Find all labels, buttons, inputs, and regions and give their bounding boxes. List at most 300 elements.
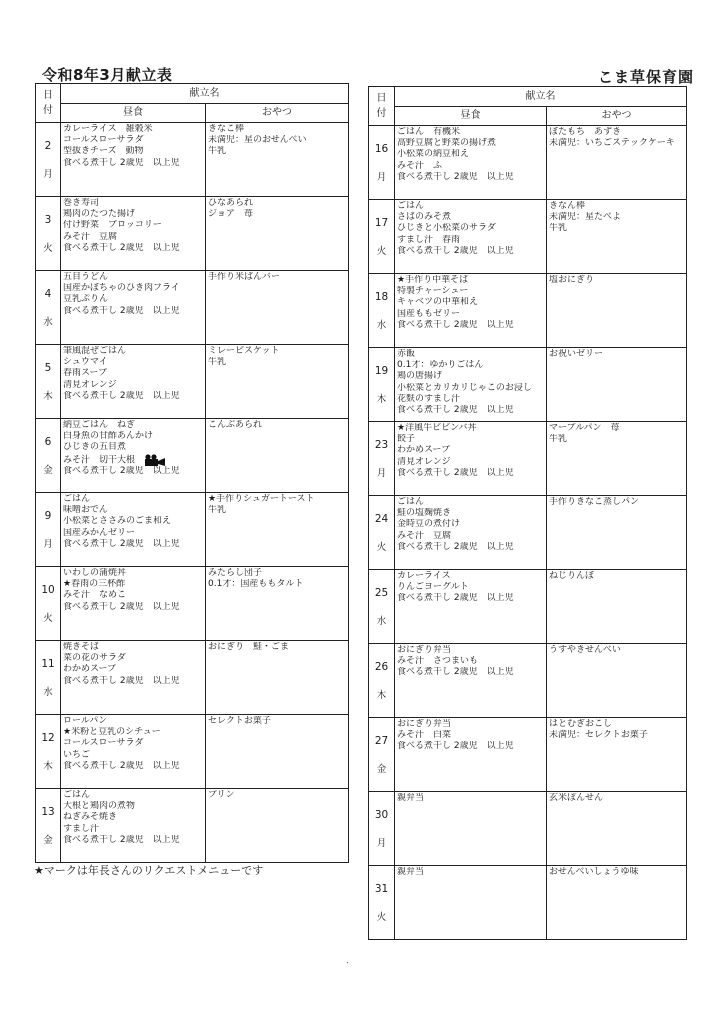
snack-item: ひなあられ — [208, 198, 254, 208]
day-number: 18 — [374, 290, 389, 303]
lunch-cell — [395, 718, 547, 792]
snack-item: おにぎり 鮭・ごま — [208, 642, 290, 652]
lunch-item-text: 食べる煮干し 2歳児 以上児 — [63, 305, 180, 316]
lunch-item — [397, 349, 544, 360]
lunch-item-text: わかめスープ — [397, 445, 451, 456]
day-header-char: 付 — [43, 105, 53, 116]
day-number: 6 — [44, 435, 52, 448]
menu-day-row — [369, 348, 687, 422]
snack-item: プリン — [208, 790, 235, 800]
lunch-cell — [395, 570, 547, 644]
snack-item: きなこ棒 — [208, 124, 245, 134]
day-cell — [369, 422, 395, 496]
snack-item: 0.1才：国産ももタルト — [208, 579, 304, 590]
weekday: 木 — [43, 760, 53, 772]
lunch-cell — [395, 348, 547, 422]
lunch-item-text: 食べる煮干し 2歳児 以上児 — [63, 157, 180, 168]
snack-cell — [547, 644, 687, 718]
lunch-item — [63, 431, 203, 442]
lunch-item-text: 食べる煮干し 2歳児 以上児 — [397, 245, 514, 256]
snack-cell — [547, 570, 687, 644]
lunch-item — [397, 667, 544, 678]
lunch-item-text: みそ汁 なめこ — [63, 590, 127, 601]
weekday: 月 — [376, 467, 387, 479]
day-cell — [369, 644, 395, 718]
lunch-item — [63, 158, 203, 169]
lunch-item — [397, 867, 544, 878]
lunch-item-text: ★春雨の三杯酢 — [63, 579, 126, 590]
snack-cell — [547, 422, 687, 496]
day-number: 19 — [374, 364, 389, 377]
weekday: 水 — [376, 615, 387, 627]
lunch-item-text: 食べる煮干し 2歳児 以上児 — [63, 538, 180, 549]
lunch-item-text: みそ汁 切干大根 — [63, 455, 136, 466]
weekday: 月 — [376, 171, 387, 183]
lunch-item — [397, 320, 544, 331]
lunch-item-text: 高野豆腐と野菜の揚げ煮 — [397, 138, 497, 149]
lunch-item-text: 鶏の唐揚げ — [397, 371, 443, 382]
lunch-cell — [61, 567, 206, 641]
lunch-item — [397, 445, 544, 456]
snack-item: ジョア 苺 — [208, 209, 253, 220]
lunch-item-text: 小松菜の納豆和え — [397, 149, 470, 160]
lunch-item-text: 食べる煮干し 2歳児 以上児 — [397, 319, 514, 330]
lunch-cell — [61, 345, 206, 419]
lunch-item-text: 食べる煮干し 2歳児 以上児 — [397, 171, 514, 182]
lunch-item-text: ごはん — [397, 201, 425, 211]
lunch-item-text: 親弁当 — [397, 867, 425, 877]
snack-item: 未満児：星たべよ — [549, 212, 622, 223]
snack-item: ★手作りシュガートースト — [208, 494, 315, 504]
lunch-item — [63, 124, 203, 135]
snack-item: 塩おにぎり — [549, 275, 595, 285]
lunch-item — [63, 812, 203, 823]
day-number: 10 — [41, 583, 55, 596]
lunch-item-text: 型抜きチーズ 動物 — [63, 146, 144, 157]
lunch-item — [63, 801, 203, 812]
weekday: 月 — [43, 168, 53, 180]
lunch-item — [63, 294, 203, 305]
weekday: 火 — [376, 245, 387, 257]
page-title: 令和8年3月献立表 — [42, 66, 173, 84]
day-number: 3 — [44, 213, 52, 226]
lunch-item-text: コールスローサラダ — [63, 135, 144, 146]
lunch-item — [397, 360, 544, 371]
day-column-header — [36, 84, 61, 123]
lunch-item-text: カレーライス 雑穀米 — [63, 124, 153, 134]
day-cell — [36, 715, 61, 789]
lunch-item — [397, 531, 544, 542]
lunch-item-text: おにぎり弁当 — [397, 719, 452, 729]
day-cell — [369, 866, 395, 940]
lunch-item — [397, 405, 544, 416]
weekday: 金 — [43, 834, 53, 846]
lunch-cell — [61, 493, 206, 567]
lunch-item-text: 食べる煮干し 2歳児 以上児 — [397, 741, 514, 752]
snack-item: 牛乳 — [208, 505, 227, 516]
lunch-item — [63, 494, 203, 505]
menu-day-row — [369, 866, 687, 940]
lunch-item — [63, 653, 203, 664]
lunch-item-text: ひじきと小松菜のサラダ — [397, 223, 496, 234]
snack-item: 手作り米ぱんバー — [208, 272, 281, 282]
day-number: 25 — [374, 586, 389, 599]
menu-table-left — [35, 83, 349, 863]
snack-cell — [206, 271, 349, 345]
lunch-item-text: 食べる煮干し 2歳児 以上児 — [63, 242, 180, 253]
lunch-item-text: 小松菜とカリカリじゃこのお浸し — [397, 382, 532, 393]
lunch-item — [63, 243, 203, 254]
day-number: 4 — [44, 287, 52, 300]
menu-day-row — [36, 715, 349, 789]
lunch-item-text: みそ汁 白菜 — [397, 730, 452, 741]
lunch-item-text: 食べる煮干し 2歳児 以上児 — [397, 541, 514, 552]
lunch-item-text: 豆乳ぷりん — [63, 294, 109, 305]
snack-item: こんぶあられ — [208, 420, 263, 430]
lunch-item — [63, 505, 203, 516]
snack-item: うすやきせんべい — [549, 645, 621, 655]
lunch-item-text: 食べる煮干し 2歳児 以上児 — [63, 390, 180, 401]
menu-day-row — [36, 419, 349, 493]
lunch-item-text: 付け野菜 ブロッコリー — [63, 220, 162, 231]
lunch-item-text: 食べる煮干し 2歳児 以上児 — [63, 675, 180, 686]
snack-cell — [547, 718, 687, 792]
lunch-item — [63, 516, 203, 527]
snack-cell — [206, 197, 349, 271]
lunch-item-text: いわしの蒲焼丼 — [63, 568, 127, 578]
lunch-item — [397, 371, 544, 382]
lunch-item — [397, 297, 544, 308]
nursery-name: こま草保育園 — [597, 68, 694, 86]
day-number: 17 — [374, 216, 389, 229]
lunch-item — [63, 146, 203, 157]
weekday: 水 — [43, 686, 53, 698]
lunch-item-text: 特製チャーシュー — [397, 286, 469, 297]
lunch-item — [63, 579, 203, 590]
lunch-header: 昼食 — [395, 107, 547, 126]
lunch-item — [397, 201, 544, 212]
day-number: 31 — [374, 882, 389, 895]
lunch-item-text: 鶏肉のたつた揚げ — [63, 209, 136, 220]
lunch-item-text: ごはん — [63, 790, 91, 800]
lunch-item — [63, 750, 203, 761]
lunch-item — [397, 741, 544, 752]
day-header-char: 日 — [376, 93, 387, 104]
snack-item: マーブルパン 苺 — [549, 423, 620, 433]
weekday: 火 — [376, 911, 387, 923]
day-cell — [36, 271, 61, 345]
lunch-item-text: 国産ももゼリー — [397, 308, 461, 319]
lunch-item — [63, 220, 203, 231]
weekday: 火 — [43, 242, 53, 254]
lunch-item — [63, 306, 203, 317]
lunch-item-text: ねぎみそ焼き — [63, 812, 118, 823]
lunch-item — [63, 442, 203, 453]
day-cell — [369, 348, 395, 422]
lunch-item-text: 巻き寿司 — [63, 198, 100, 208]
footnote: ★マークは年長さんのリクエストメニューです — [34, 864, 264, 877]
lunch-item — [397, 246, 544, 257]
lunch-item-text: 小松菜とささみのごま和え — [63, 516, 172, 527]
snack-item: はとむぎおこし — [549, 719, 613, 729]
lunch-cell — [395, 200, 547, 274]
lunch-item-text: 親弁当 — [397, 793, 425, 803]
snack-cell — [206, 419, 349, 493]
lunch-header: 昼食 — [61, 104, 206, 123]
weekday: 木 — [43, 390, 53, 402]
day-number: 5 — [44, 361, 52, 374]
lunch-item-text: 食べる煮干し 2歳児 以上児 — [397, 405, 514, 416]
lunch-item — [63, 568, 203, 579]
lunch-item — [397, 309, 544, 320]
lunch-item-text: 食べる煮干し 2歳児 以上児 — [63, 760, 180, 771]
lunch-item-text: おにぎり弁当 — [397, 645, 452, 655]
lunch-item-text: 国産みかんゼリー — [63, 527, 136, 538]
lunch-item — [63, 346, 203, 357]
lunch-item-text: 焼きそば — [63, 642, 100, 652]
snack-cell — [206, 123, 349, 197]
lunch-item — [63, 232, 203, 243]
menu-day-row — [36, 271, 349, 345]
lunch-item — [63, 420, 203, 431]
day-cell — [36, 789, 61, 863]
lunch-item — [63, 824, 203, 835]
snack-cell — [206, 641, 349, 715]
menu-day-row — [36, 789, 349, 863]
page-mark: ・ — [344, 959, 351, 967]
snack-item: きなん棒 — [549, 201, 586, 211]
day-number: 24 — [374, 512, 389, 525]
lunch-cell — [61, 715, 206, 789]
snack-cell — [547, 496, 687, 570]
snack-cell — [547, 792, 687, 866]
lunch-cell — [61, 419, 206, 493]
lunch-item — [397, 172, 544, 183]
weekday: 水 — [376, 319, 387, 331]
lunch-item — [397, 497, 544, 508]
lunch-item-text: 清見オレンジ — [63, 379, 117, 390]
day-cell — [36, 197, 61, 271]
weekday: 火 — [376, 541, 387, 553]
lunch-item-text: 大根と鶏肉の煮物 — [63, 801, 136, 812]
snack-item: 牛乳 — [208, 146, 227, 157]
menu-day-row — [36, 123, 349, 197]
lunch-item — [397, 212, 544, 223]
snack-cell — [206, 715, 349, 789]
lunch-item — [397, 434, 544, 445]
day-cell — [369, 274, 395, 348]
lunch-item-text: みそ汁 豆腐 — [63, 231, 118, 242]
lunch-item — [397, 235, 544, 246]
lunch-item — [63, 135, 203, 146]
day-cell — [36, 123, 61, 197]
lunch-item — [397, 457, 544, 468]
lunch-item-text: 食べる煮干し 2歳児 以上児 — [397, 667, 514, 678]
day-cell — [369, 200, 395, 274]
weekday: 水 — [43, 316, 53, 328]
menu-day-row — [36, 345, 349, 419]
lunch-item-text: 餃子 — [397, 434, 416, 445]
lunch-item-text: ★米粉と豆乳のシチュー — [63, 727, 161, 738]
day-number: 16 — [374, 142, 389, 155]
day-cell — [369, 496, 395, 570]
lunch-cell — [395, 422, 547, 496]
lunch-cell — [395, 866, 547, 940]
day-number: 30 — [374, 808, 389, 821]
lunch-item-text: りんごヨーグルト — [397, 582, 469, 593]
day-column-header — [369, 87, 395, 126]
lunch-item-text: 金時豆の煮付け — [397, 519, 461, 530]
lunch-item-text: 赤飯 — [397, 349, 416, 359]
day-cell — [36, 641, 61, 715]
snack-item: 玄米ぽんせん — [549, 793, 604, 803]
menu-day-row — [369, 200, 687, 274]
lunch-item — [63, 466, 203, 477]
weekday: 木 — [376, 689, 387, 701]
day-number: 12 — [41, 731, 55, 744]
menu-day-row — [369, 718, 687, 792]
lunch-item — [63, 391, 203, 402]
lunch-item-text: 菜の花のサラダ — [63, 653, 126, 664]
lunch-item — [397, 149, 544, 160]
day-number: 26 — [374, 660, 389, 673]
menu-day-row — [369, 496, 687, 570]
day-number: 13 — [41, 805, 55, 818]
snack-item: 未満児：セレクトお菓子 — [549, 730, 648, 741]
lunch-item-text: 味噌おでん — [63, 505, 108, 516]
lunch-cell — [395, 644, 547, 718]
lunch-item — [397, 275, 544, 286]
lunch-item — [397, 138, 544, 149]
lunch-item-text: みそ汁 豆腐 — [397, 530, 452, 541]
lunch-item — [63, 454, 203, 467]
lunch-item — [63, 790, 203, 801]
snack-item: ねじりんぼ — [549, 571, 595, 581]
lunch-item — [63, 761, 203, 772]
lunch-cell — [61, 123, 206, 197]
snack-item: セレクトお菓子 — [208, 716, 271, 726]
day-number: 2 — [44, 139, 52, 152]
day-cell — [369, 792, 395, 866]
lunch-item — [63, 528, 203, 539]
lunch-item — [63, 198, 203, 209]
lunch-item-text: 清見オレンジ — [397, 456, 451, 467]
lunch-item-text: コールスローサラダ — [63, 738, 144, 749]
lunch-item — [397, 161, 544, 172]
kondate-header: 献立名 — [61, 84, 349, 104]
lunch-item-text: カレーライス — [397, 571, 451, 581]
menu-day-row — [369, 792, 687, 866]
lunch-item — [63, 835, 203, 846]
lunch-item — [397, 423, 544, 434]
snack-cell — [547, 866, 687, 940]
lunch-cell — [395, 792, 547, 866]
snack-item: 未満児：いちごステックケーキ — [549, 138, 675, 149]
weekday: 金 — [376, 763, 387, 775]
day-number: 9 — [44, 509, 52, 522]
snack-cell — [547, 126, 687, 200]
menu-day-row — [369, 570, 687, 644]
lunch-item-text: 0.1才：ゆかりごはん — [397, 360, 484, 371]
lunch-item — [397, 394, 544, 405]
video-camera-icon — [143, 454, 169, 466]
day-cell — [36, 419, 61, 493]
lunch-item-text: シュウマイ — [63, 357, 108, 368]
menu-day-row — [36, 493, 349, 567]
lunch-item — [63, 539, 203, 550]
lunch-item — [397, 383, 544, 394]
day-cell — [369, 718, 395, 792]
lunch-item-text: 白身魚の甘酢あんかけ — [63, 431, 154, 442]
lunch-item-text: 食べる煮干し 2歳児 以上児 — [63, 466, 180, 477]
lunch-item-text: 食べる煮干し 2歳児 以上児 — [63, 601, 180, 612]
lunch-cell — [395, 274, 547, 348]
snack-item: お祝いゼリー — [549, 349, 604, 359]
menu-day-row — [369, 274, 687, 348]
lunch-item-text: 納豆ごはん ねぎ — [63, 420, 136, 430]
lunch-item-text: みそ汁 さつまいも — [397, 656, 479, 667]
snack-item: 未満児：星のおせんべい — [208, 135, 307, 146]
lunch-item — [397, 519, 544, 530]
lunch-item-text: 花麩のすまし汁 — [397, 393, 461, 404]
lunch-item — [397, 508, 544, 519]
lunch-cell — [395, 496, 547, 570]
snack-cell — [206, 567, 349, 641]
lunch-item — [63, 602, 203, 613]
lunch-item — [397, 719, 544, 730]
lunch-item-text: ごはん 有機米 — [397, 127, 461, 137]
day-number: 23 — [374, 438, 389, 451]
lunch-item-text: 鮭の塩麹焼き — [397, 508, 452, 519]
lunch-item — [63, 357, 203, 368]
lunch-item — [397, 593, 544, 604]
snack-header: おやつ — [547, 107, 687, 126]
weekday: 火 — [43, 612, 53, 624]
lunch-item-text: キャベツの中華和え — [397, 297, 479, 308]
day-number: 11 — [41, 657, 55, 670]
snack-item: みたらし団子 — [208, 568, 263, 578]
day-cell — [369, 570, 395, 644]
lunch-item-text: 春雨スープ — [63, 368, 108, 379]
lunch-item-text: ごはん — [397, 497, 425, 507]
lunch-cell — [61, 271, 206, 345]
day-cell — [369, 126, 395, 200]
menu-day-row — [369, 644, 687, 718]
menu-day-row — [36, 197, 349, 271]
snack-item: 手作りきなこ蒸しパン — [549, 497, 640, 507]
lunch-item-text: すまし汁 — [63, 823, 100, 834]
lunch-item-text: わかめスープ — [63, 664, 117, 675]
day-cell — [36, 493, 61, 567]
snack-item: ミレービスケット — [208, 346, 280, 356]
snack-cell — [547, 274, 687, 348]
menu-day-row — [36, 641, 349, 715]
kondate-header: 献立名 — [395, 87, 687, 107]
day-header-char: 付 — [376, 108, 387, 119]
lunch-item — [397, 223, 544, 234]
lunch-item-text: 食べる煮干し 2歳児 以上児 — [397, 467, 514, 478]
snack-cell — [206, 789, 349, 863]
lunch-item-text: ★手作り中華そば — [397, 275, 469, 285]
lunch-item-text: 食べる煮干し 2歳児 以上児 — [397, 593, 514, 604]
snack-cell — [547, 348, 687, 422]
weekday: 月 — [376, 837, 387, 849]
day-header-char: 日 — [43, 90, 53, 101]
lunch-item — [397, 645, 544, 656]
lunch-item — [397, 286, 544, 297]
lunch-item — [63, 676, 203, 687]
lunch-item — [397, 571, 544, 582]
